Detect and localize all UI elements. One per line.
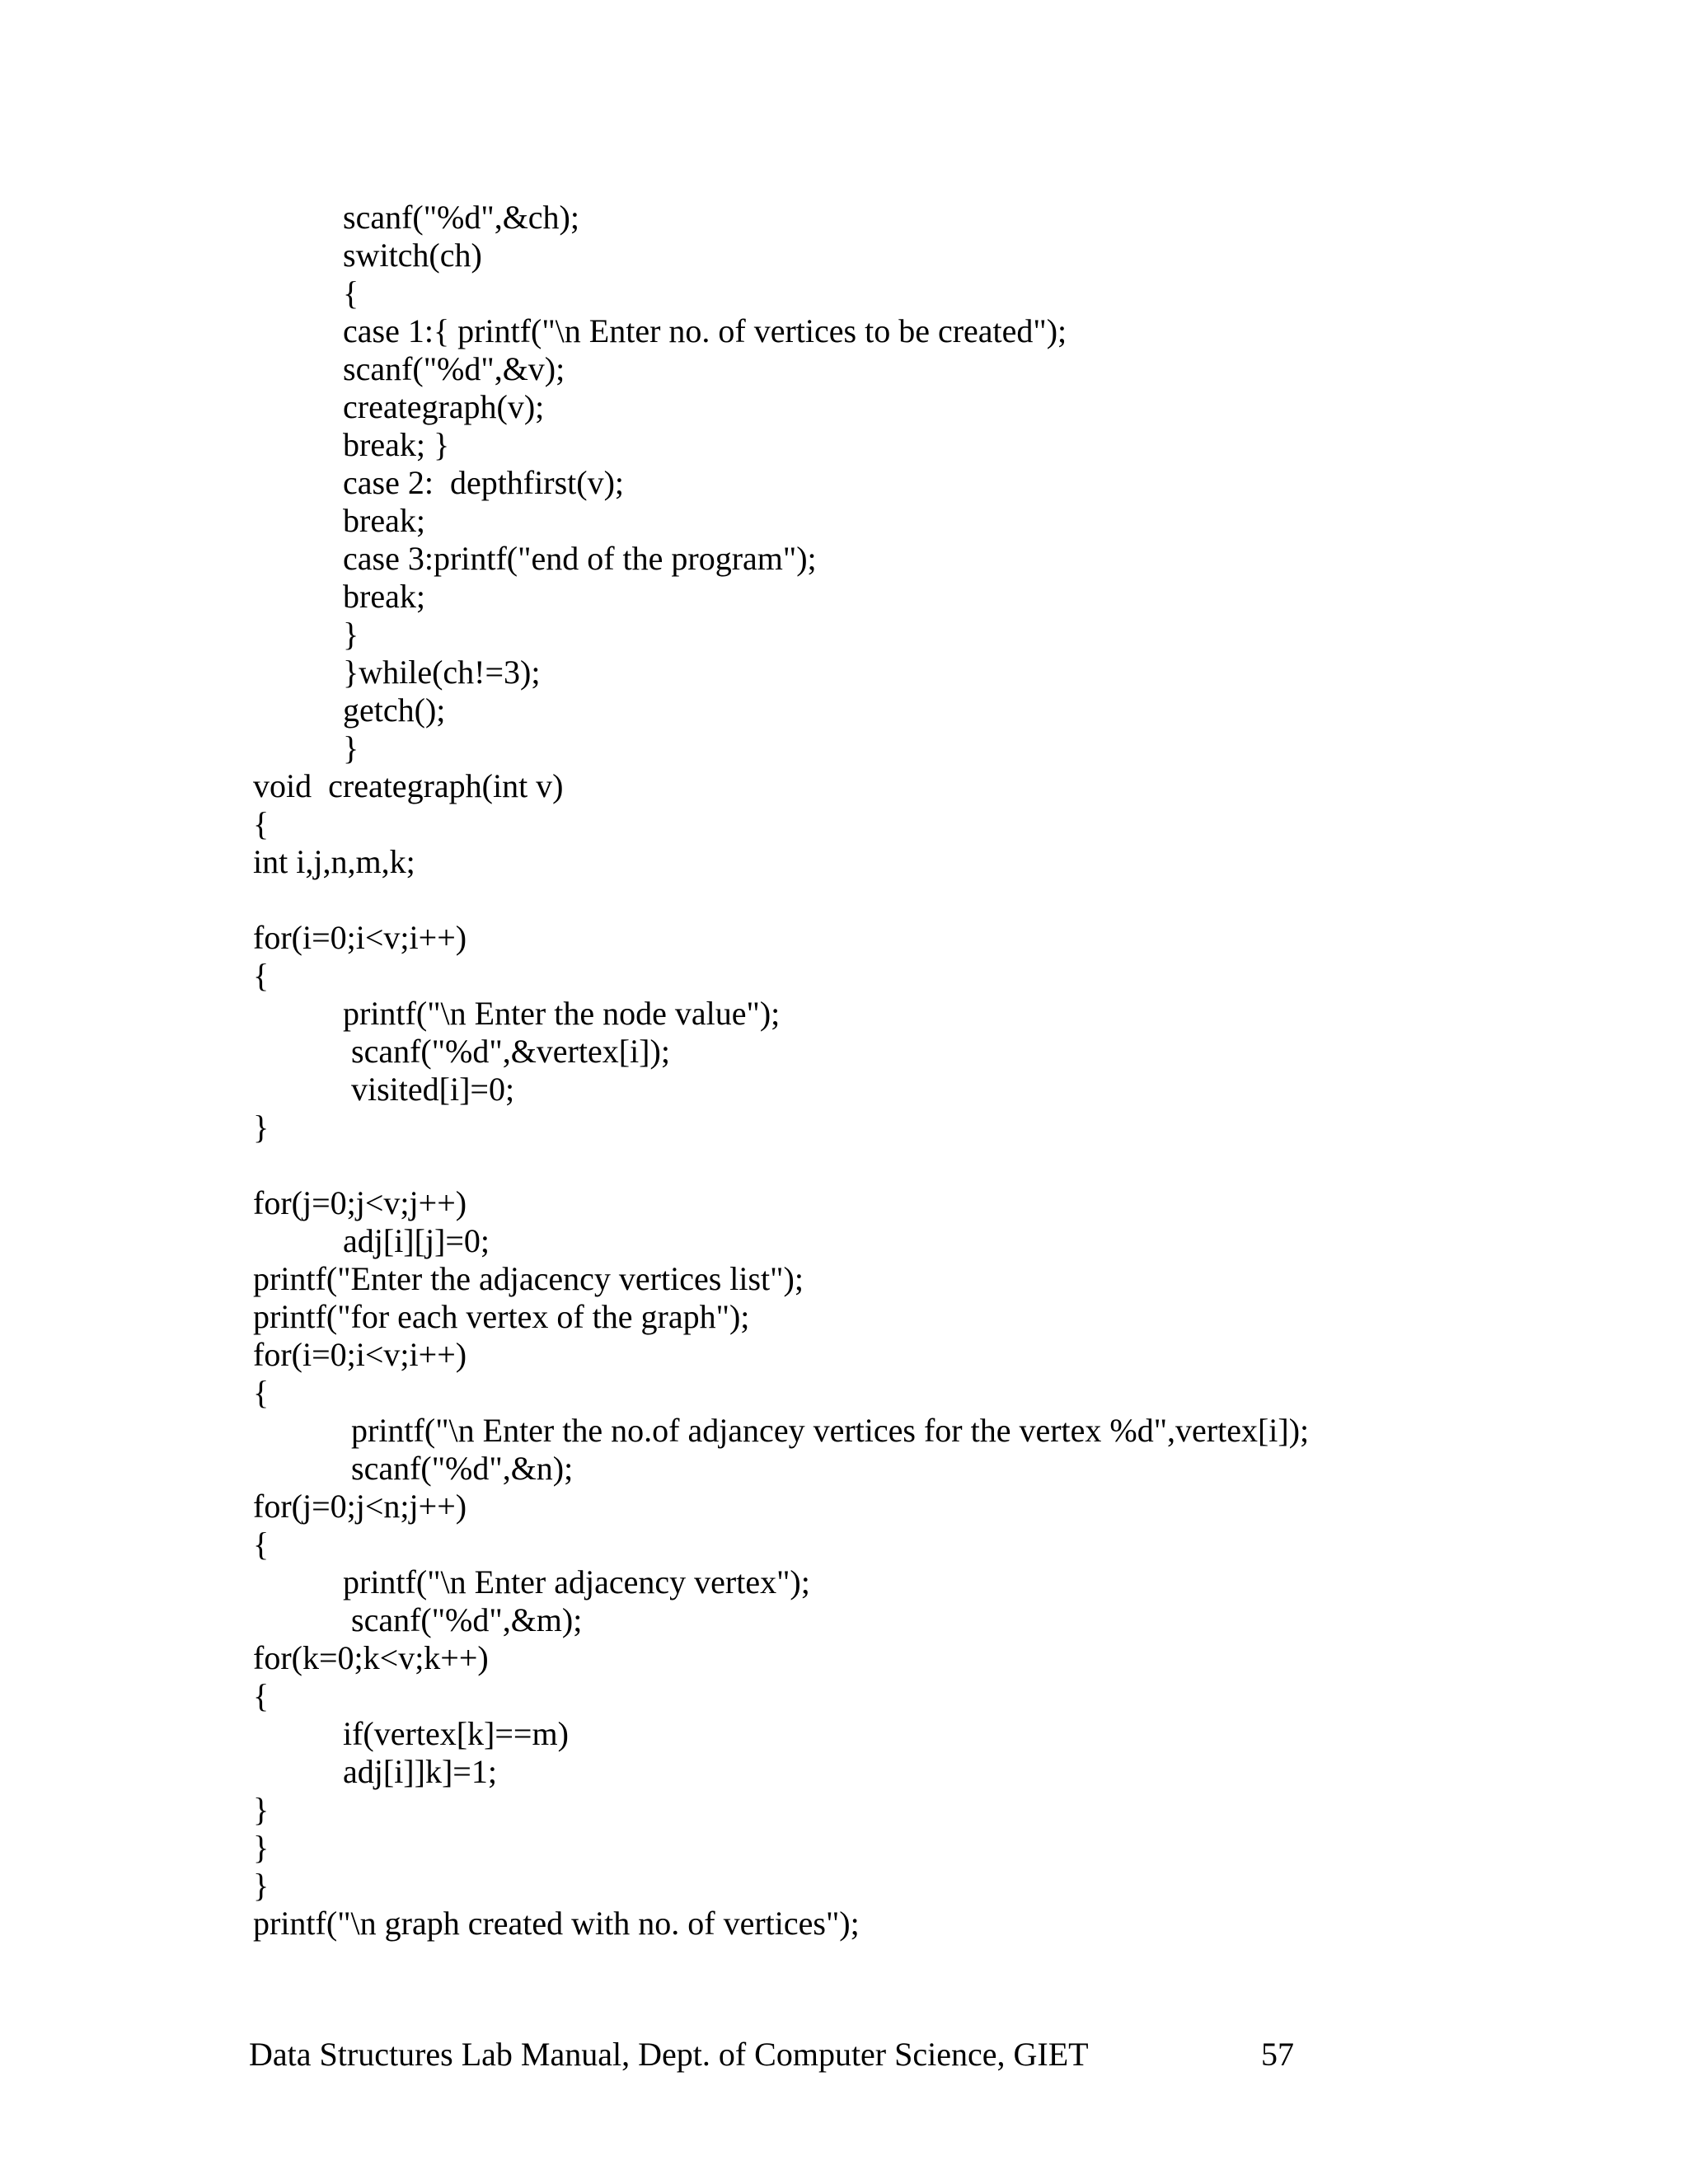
code-line-30: { (253, 1374, 270, 1411)
code-line-19: for(i=0;i<v;i++) (253, 919, 467, 956)
code-line-5: scanf("%d",&v); (343, 350, 565, 387)
code-line-2: switch(ch) (343, 237, 482, 274)
page-footer: Data Structures Lab Manual, Dept. of Computer Science, GIET (249, 2036, 1089, 2073)
code-line-12: } (343, 616, 359, 653)
code-line-38: { (253, 1677, 270, 1714)
code-line-15: } (343, 729, 359, 766)
code-line-40: adj[i]]k]=1; (343, 1753, 497, 1790)
code-line-14: getch(); (343, 691, 446, 729)
code-line-3: { (343, 274, 359, 312)
code-line-42: } (253, 1829, 270, 1866)
code-line-33: for(j=0;j<n;j++) (253, 1488, 467, 1525)
code-line-22: scanf("%d",&vertex[i]); (351, 1033, 670, 1070)
code-line-16: void creategraph(int v) (253, 767, 564, 804)
code-line-1: scanf("%d",&ch); (343, 199, 579, 236)
code-line-32: scanf("%d",&n); (351, 1450, 574, 1487)
code-line-13: }while(ch!=3); (343, 654, 541, 691)
code-line-36: scanf("%d",&m); (351, 1601, 583, 1638)
code-line-39: if(vertex[k]==m) (343, 1715, 569, 1752)
code-line-44: printf("\n graph created with no. of vertices"); (253, 1905, 860, 1942)
code-line-31: printf("\n Enter the no.of adjancey vertices for the vertex %d",vertex[i]); (351, 1412, 1310, 1449)
code-line-24: } (253, 1108, 270, 1146)
code-line-17: { (253, 805, 270, 842)
code-line-41: } (253, 1791, 270, 1828)
code-line-26: adj[i][j]=0; (343, 1222, 490, 1259)
code-line-29: for(i=0;i<v;i++) (253, 1336, 467, 1373)
code-line-23: visited[i]=0; (351, 1071, 515, 1108)
code-line-37: for(k=0;k<v;k++) (253, 1639, 489, 1676)
code-line-11: break; (343, 578, 425, 615)
code-line-27: printf("Enter the adjacency vertices list"); (253, 1260, 804, 1297)
code-line-4: case 1:{ printf("\n Enter no. of vertices to be created"); (343, 312, 1067, 349)
code-line-34: { (253, 1526, 270, 1563)
code-line-10: case 3:printf("end of the program"); (343, 540, 817, 577)
code-line-20: { (253, 957, 270, 994)
code-line-9: break; (343, 502, 425, 539)
code-line-7: break; } (343, 426, 450, 463)
code-line-25: for(j=0;j<v;j++) (253, 1184, 467, 1221)
code-line-18: int i,j,n,m,k; (253, 843, 415, 880)
code-line-8: case 2: depthfirst(v); (343, 464, 624, 501)
code-line-35: printf("\n Enter adjacency vertex"); (343, 1563, 810, 1601)
code-line-6: creategraph(v); (343, 388, 545, 425)
code-line-43: } (253, 1867, 270, 1904)
page-number: 57 (1261, 2036, 1294, 2073)
code-line-21: printf("\n Enter the node value"); (343, 995, 781, 1032)
code-line-28: printf("for each vertex of the graph"); (253, 1298, 750, 1335)
